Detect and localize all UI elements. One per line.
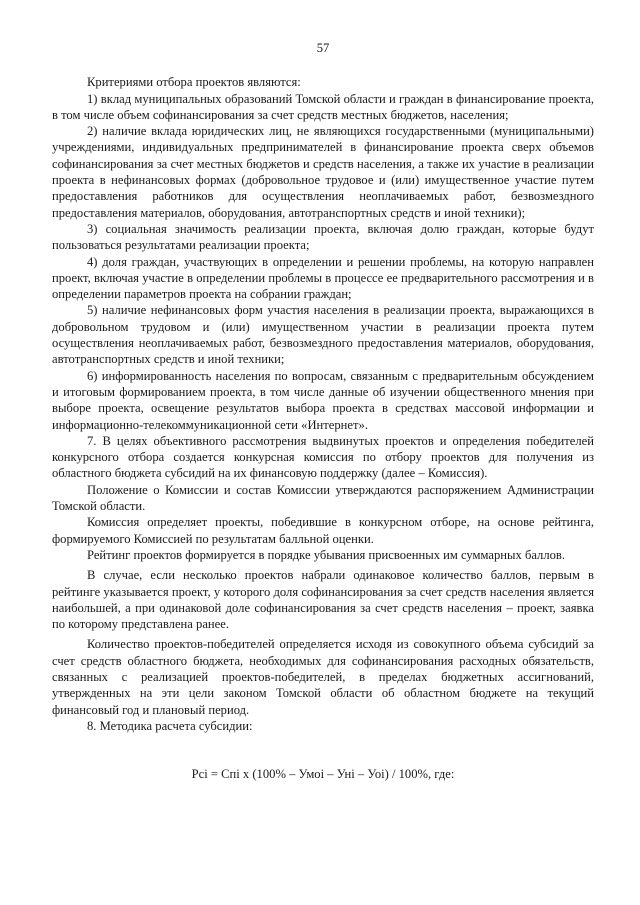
criteria-intro: Критериями отбора проектов являются:: [87, 75, 301, 90]
tie-break-rule: В случае, если несколько проектов набрали одинаковое количество баллов, первым в рейтинге указывается проект, у которого доля софинансирования за счет средств населения является наибольшей, а при одинаковой доле софинансирования за счет средств населения – проект, заявка по которому представлена ранее.: [52, 568, 594, 632]
rating-order: Рейтинг проектов формируется в порядке убывания присвоенных им суммарных баллов.: [87, 547, 566, 562]
section-8-method: 8. Методика расчета субсидии:: [87, 718, 253, 733]
commission-regulation: Положение о Комиссии и состав Комиссии утверждаются распоряжением Администрации Томской области.: [52, 482, 594, 514]
criterion-3: 3) социальная значимость реализации проекта, включая долю граждан, которые будут пользоваться результатами реализации проекта;: [52, 221, 594, 253]
criterion-4: 4) доля граждан, участвующих в определении и решении проблемы, на которую направлен проект, включая участие в определении проблемы в процессе ее предварительного рассмотрения и в определении параметров проекта на собрании граждан;: [52, 254, 594, 302]
commission-ranking: Комиссия определяет проекты, победившие в конкурсном отборе, на основе рейтинга, формируемого Комиссией по результатам балльной оценки.: [52, 515, 594, 546]
criterion-5: 5) наличие нефинансовых форм участия населения в реализации проекта, выражающихся в добровольном трудовом и (или) имущественном участии в реализации проекта путем осуществления неоплачиваемых работ, безвозмездного предоставления материалов, оборудования, автотранспортных средств и иной техники;: [52, 303, 594, 367]
section-7-commission: 7. В целях объективного рассмотрения выдвинутых проектов и определения победителей конкурсного отбора создается конкурсная комиссия по отбору проектов для получения из областного бюджета субсидий на их финансовую поддержку (далее – Комиссия).: [52, 433, 594, 481]
criterion-6: 6) информированность населения по вопросам, связанным с предварительным обсуждением и итоговым формированием проекта, в том числе данные об изучении общественного мнения при выборе проекта, освещение результатов выбора проекта в средствах массовой информации и информационно-телекоммуникационной сети «Интернет».: [52, 368, 594, 432]
page-number: 57: [316, 41, 330, 55]
subsidy-formula: Pci = Cпi x (100% – Умоi – Унi – Уоi) / 100%, где:: [191, 767, 455, 782]
criterion-1: 1) вклад муниципальных образований Томской области и граждан в финансирование проекта, в том числе объем софинансирования за счет средств местных бюджетов, населения;: [52, 91, 594, 122]
winners-count: Количество проектов-победителей определяется исходя из совокупного объема субсидий за счет средств областного бюджета, необходимых для софинансирования расходных обязательств, связанных с реализацией проектов-победителей, в пределах бюджетных ассигнований, утвержденных на эти цели законом Томской области об областном бюджете на текущий финансовый год и плановый период.: [52, 637, 594, 717]
criterion-2: 2) наличие вклада юридических лиц, не являющихся государственными (муниципальными) учреждениями, индивидуальных предпринимателей в финансирование проекта сверх объемов софинансирования за счет местных бюджетов и средств населения, а также их участие в реализации проекта в нефинансовых формах (добровольное трудовое и (или) имущественное участие путем предоставления работников для осуществления неоплачиваемых работ, безвозмездного предоставления материалов, оборудования, автотранспортных средств и иной техники);: [52, 124, 594, 220]
